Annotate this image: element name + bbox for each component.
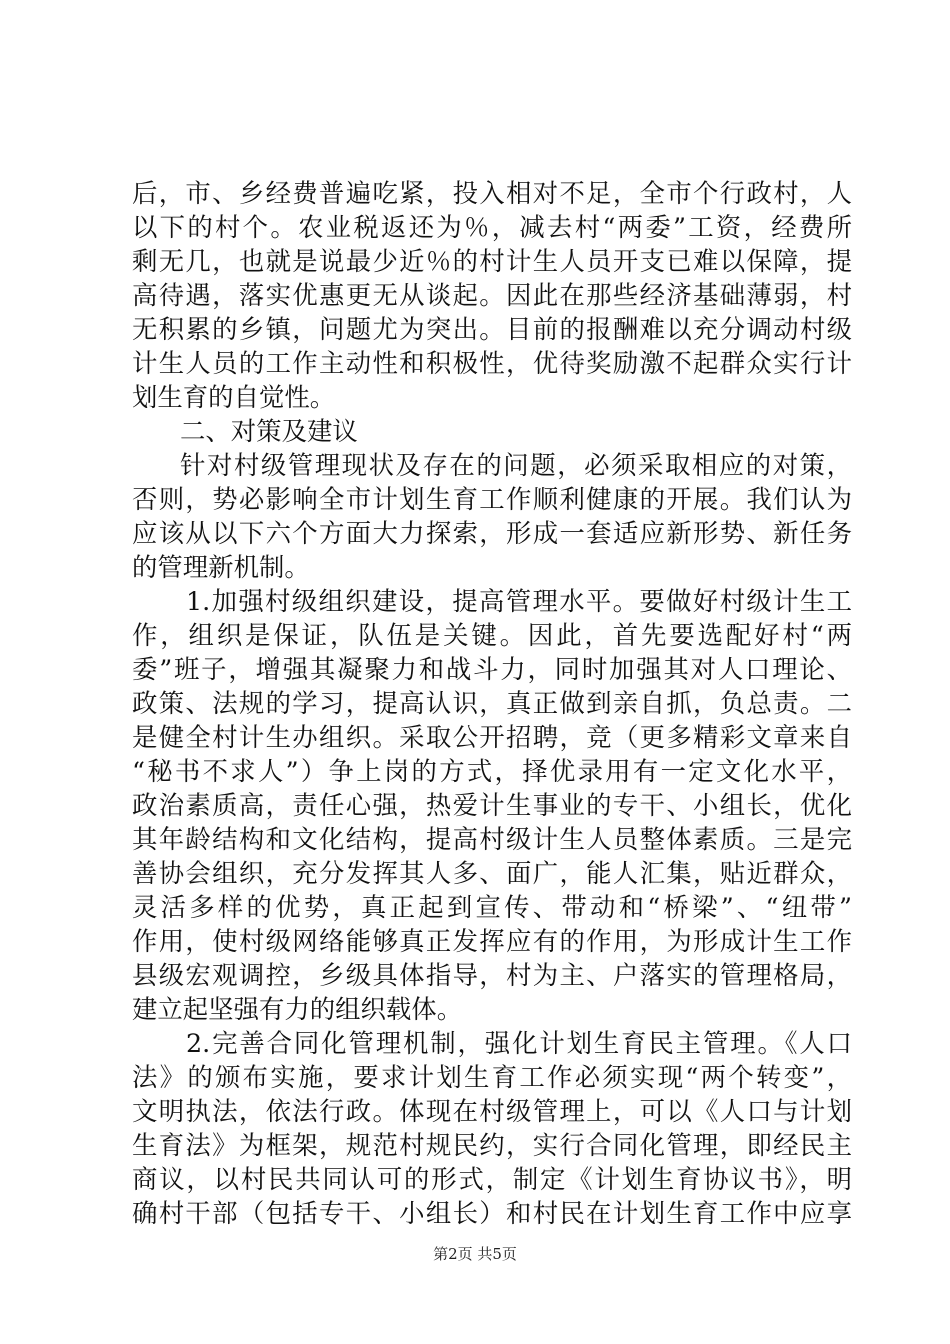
text-line: 剩无几，也就是说最少近％的村计生人员开支已难以保障，提 (132, 246, 852, 276)
text-line: 生育法》为框架，规范村规民约，实行合同化管理，即经民主 (132, 1130, 852, 1160)
section-heading: 二、对策及建议 (180, 416, 358, 446)
text-line: 作用，使村级网络能够真正发挥应有的作用，为形成计生工作 (132, 926, 852, 956)
text-line: 政治素质高，责任心强，热爱计生事业的专干、小组长，优化 (132, 790, 852, 820)
text-line: 文明执法，依法行政。体现在村级管理上，可以《人口与计划 (132, 1096, 852, 1126)
text-line: “秘书不求人”）争上岗的方式，择优录用有一定文化水平， (132, 756, 852, 786)
text-line: 划生育的自觉性。 (132, 382, 336, 412)
text-line: 作，组织是保证，队伍是关键。因此，首先要选配好村“两 (132, 620, 852, 650)
text-line: 否则，势必影响全市计划生育工作顺利健康的开展。我们认为 (132, 484, 852, 514)
text-line: 1.加强村级组织建设，提高管理水平。要做好村级计生工 (186, 586, 852, 616)
text-line: 委”班子，增强其凝聚力和战斗力，同时加强其对人口理论、 (132, 654, 852, 684)
text-line: 灵活多样的优势，真正起到宣传、带动和“桥梁”、“纽带” (132, 892, 852, 922)
text-line: 政策、法规的学习，提高认识，真正做到亲自抓，负总责。二 (132, 688, 852, 718)
text-line: 2.完善合同化管理机制，强化计划生育民主管理。《人口 (186, 1028, 852, 1058)
text-line: 其年龄结构和文化结构，提高村级计生人员整体素质。三是完 (132, 824, 852, 854)
text-line: 以下的村个。农业税返还为％，减去村“两委”工资，经费所 (132, 212, 852, 242)
text-line: 后，市、乡经费普遍吃紧，投入相对不足，全市个行政村，人 (132, 178, 852, 208)
text-line: 应该从以下六个方面大力探索，形成一套适应新形势、新任务 (132, 518, 852, 548)
text-line: 计生人员的工作主动性和积极性，优待奖励激不起群众实行计 (132, 348, 852, 378)
page-footer: 第2页 共5页 (433, 1245, 517, 1263)
text-line: 高待遇，落实优惠更无从谈起。因此在那些经济基础薄弱，村 (132, 280, 852, 310)
text-line: 法》的颁布实施，要求计划生育工作必须实现“两个转变”， (132, 1062, 852, 1092)
text-line: 善协会组织，充分发挥其人多、面广，能人汇集，贴近群众， (132, 858, 852, 888)
text-line: 针对村级管理现状及存在的问题，必须采取相应的对策， (180, 450, 852, 480)
text-line: 无积累的乡镇，问题尤为突出。目前的报酬难以充分调动村级 (132, 314, 852, 344)
text-line: 的管理新机制。 (132, 552, 310, 582)
text-line: 县级宏观调控，乡级具体指导，村为主、户落实的管理格局， (132, 960, 852, 990)
text-line: 商议，以村民共同认可的形式，制定《计划生育协议书》，明 (132, 1164, 852, 1194)
text-line: 是健全村计生办组织。采取公开招聘，竞（更多精彩文章来自 (132, 722, 852, 752)
text-line: 确村干部（包括专干、小组长）和村民在计划生育工作中应享 (132, 1198, 852, 1228)
text-line: 建立起坚强有力的组织载体。 (132, 994, 463, 1024)
